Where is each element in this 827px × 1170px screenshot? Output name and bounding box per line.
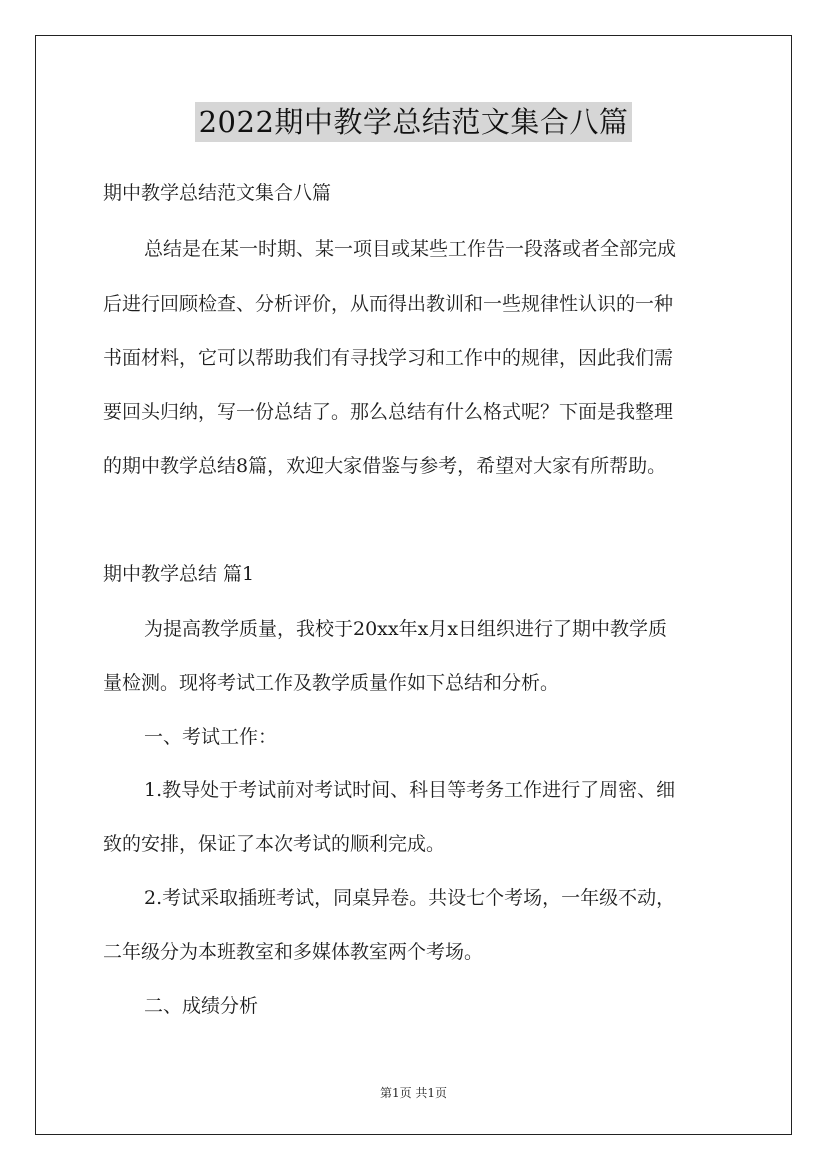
body-line-8: 二、成绩分析 — [144, 995, 259, 1017]
section-heading: 期中教学总结 篇1 — [103, 563, 255, 585]
body-line-1: 为提高教学质量，我校于20xx年x月x日组织进行了期中教学质 — [144, 618, 668, 640]
document-subtitle: 期中教学总结范文集合八篇 — [103, 182, 332, 204]
title-container — [0, 102, 827, 142]
body-line-3: 一、考试工作： — [144, 726, 278, 748]
intro-line-1: 总结是在某一时期、某一项目或某些工作告一段落或者全部完成 — [144, 238, 677, 260]
intro-line-3: 书面材料，它可以帮助我们有寻找学习和工作中的规律，因此我们需 — [103, 347, 674, 369]
intro-line-2: 后进行回顾检查、分析评价，从而得出教训和一些规律性认识的一种 — [103, 293, 674, 315]
intro-line-4: 要回头归纳，写一份总结了。那么总结有什么格式呢？下面是我整理 — [103, 401, 674, 423]
page-footer: 第1页 共1页 — [379, 1086, 448, 1100]
body-line-4: 1.教导处于考试前对考试时间、科目等考务工作进行了周密、细 — [144, 779, 676, 801]
body-line-2: 量检测。现将考试工作及教学质量作如下总结和分析。 — [103, 672, 560, 694]
intro-line-5: 的期中教学总结8篇，欢迎大家借鉴与参考，希望对大家有所帮助。 — [103, 455, 667, 477]
body-line-5: 致的安排，保证了本次考试的顺利完成。 — [103, 833, 446, 855]
body-line-6: 2.考试采取插班考试，同桌异卷。共设七个考场，一年级不动， — [144, 887, 676, 909]
body-line-7: 二年级分为本班教室和多媒体教室两个考场。 — [103, 941, 484, 963]
document-title: 2022期中教学总结范文集合八篇 — [195, 102, 633, 142]
